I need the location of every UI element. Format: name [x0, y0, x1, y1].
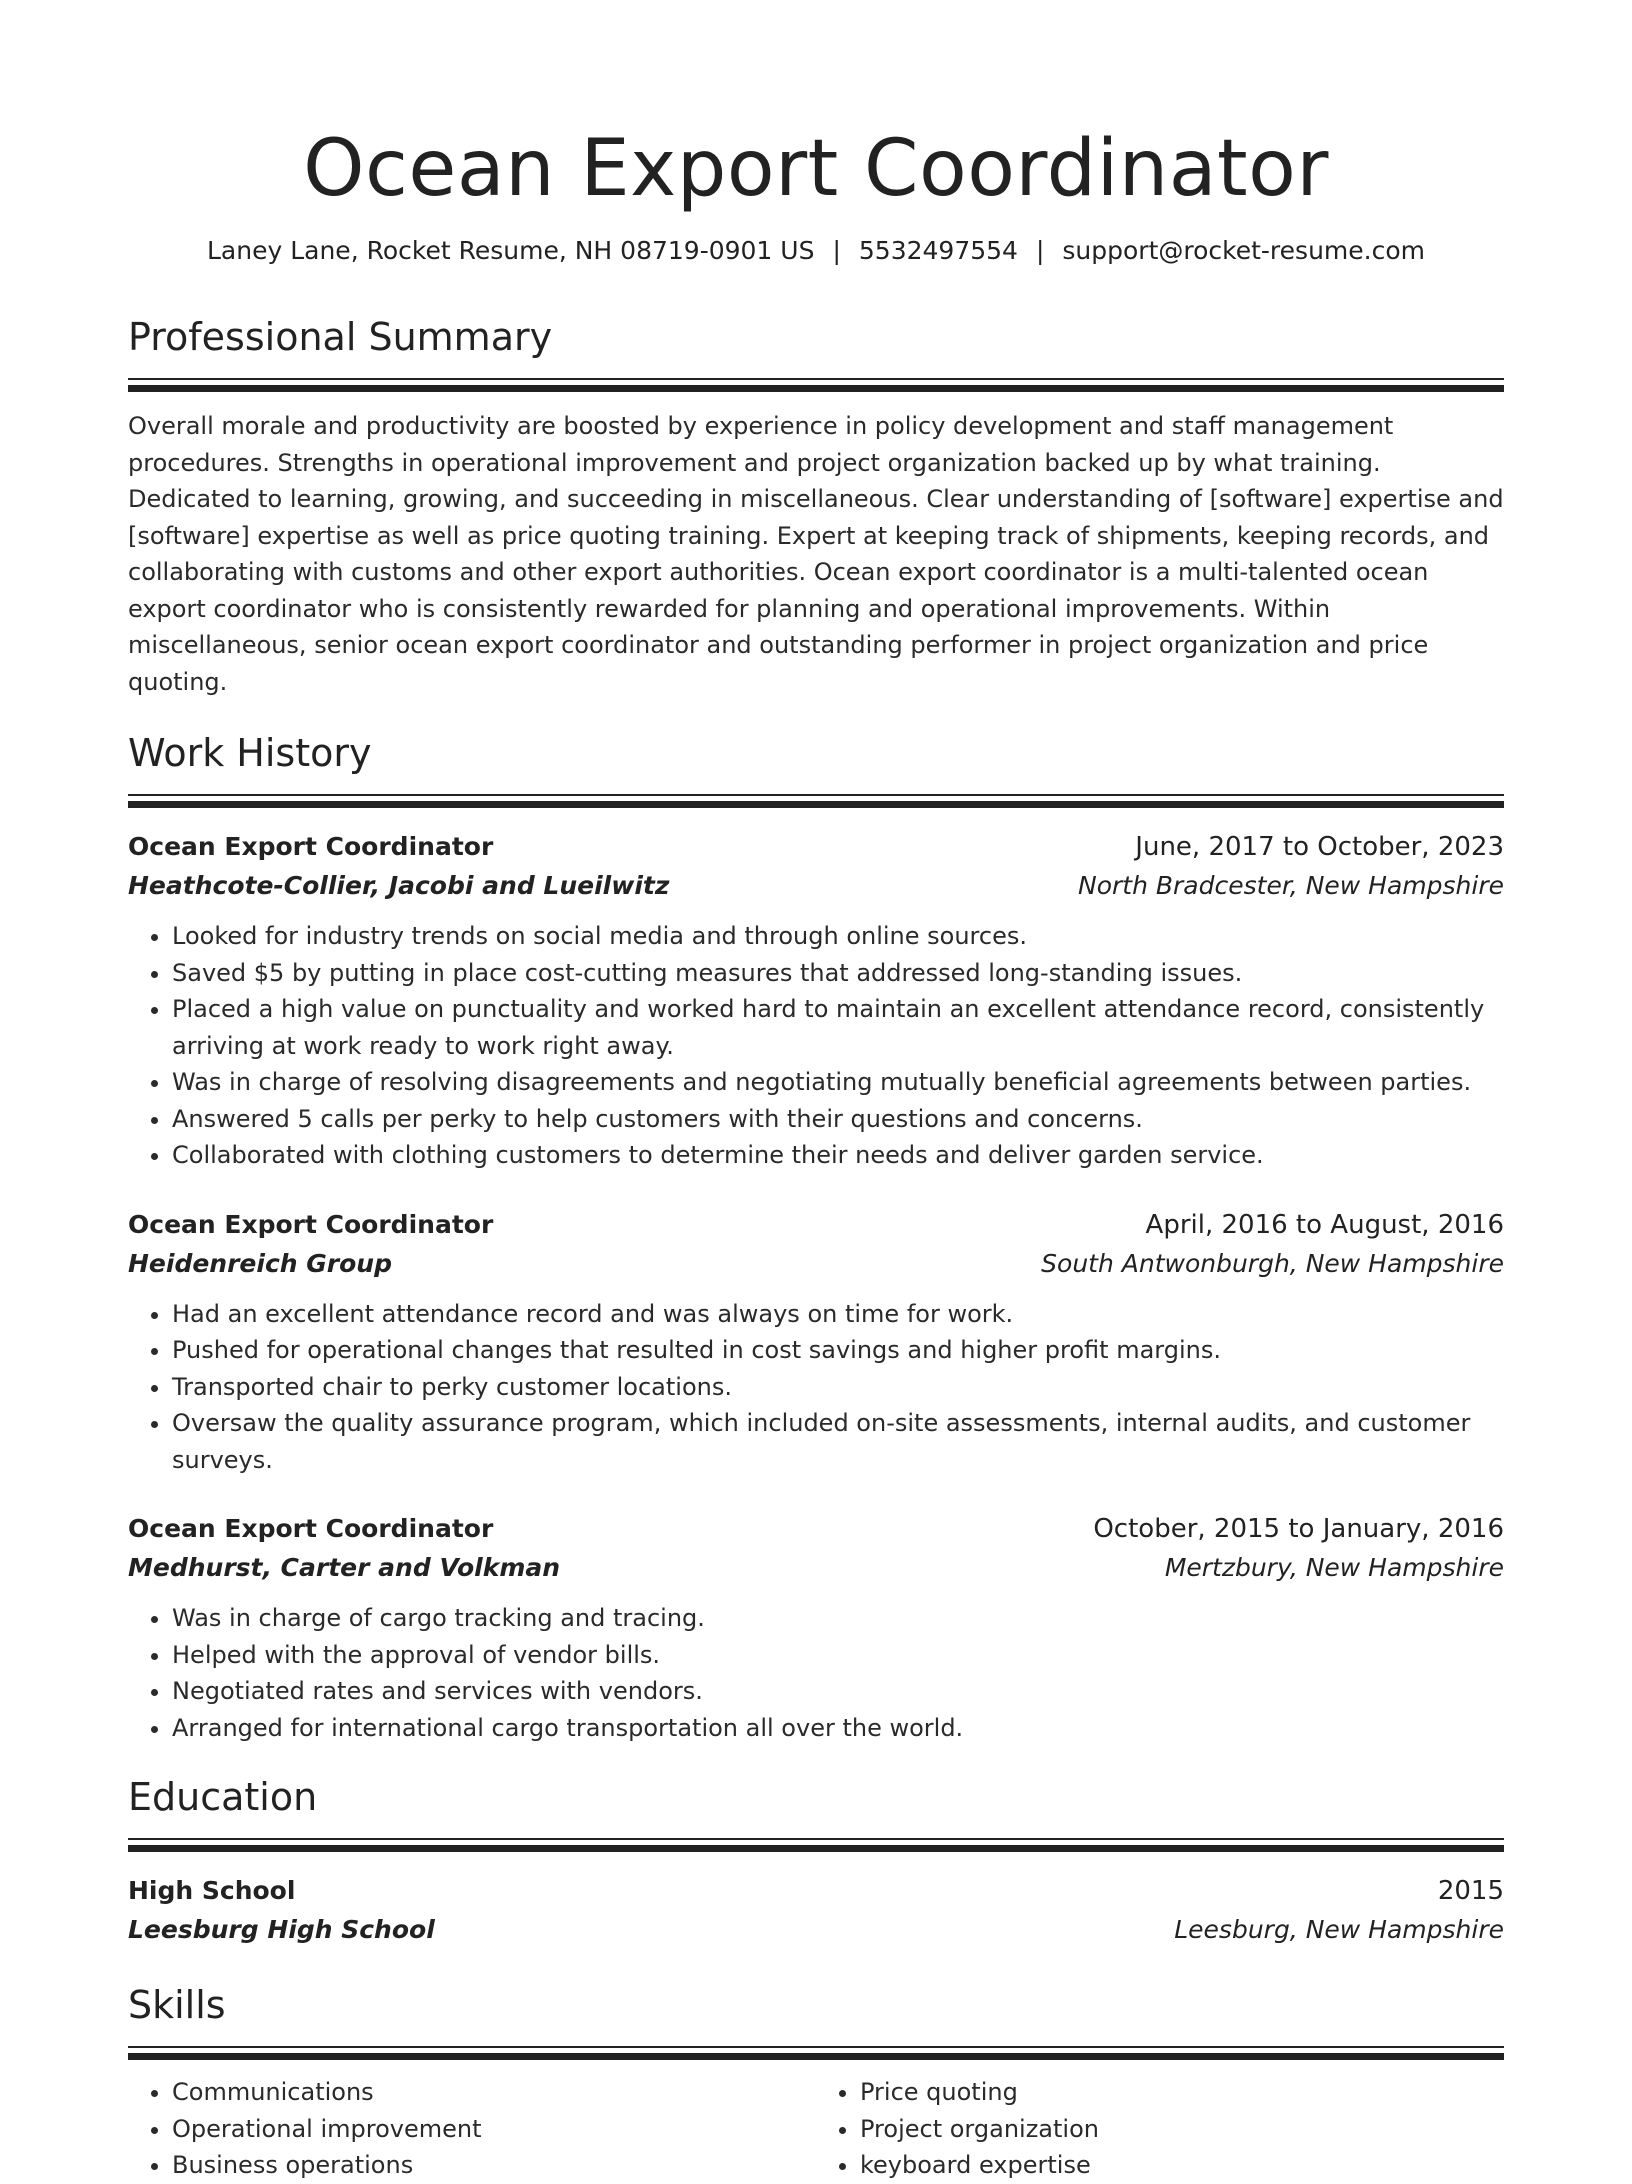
job-dates: April, 2016 to August, 2016	[1145, 1209, 1504, 1240]
job-bullet: • Was in charge of cargo tracking and tracing.	[172, 1600, 1504, 1637]
section-divider	[128, 1838, 1504, 1852]
job-company: Medhurst, Carter and Volkman	[128, 1553, 561, 1582]
contact-line	[128, 234, 1504, 268]
job-location: North Bradcester, New Hampshire	[1078, 871, 1504, 900]
skills-columns	[128, 2074, 1504, 2184]
section-divider	[128, 378, 1504, 392]
section-divider	[128, 794, 1504, 808]
education-entry	[128, 1872, 1504, 1950]
job-location: Mertzbury, New Hampshire	[1164, 1553, 1504, 1582]
job-bullet: • Saved $5 by putting in place cost-cutting measures that addressed long-standing issues.	[172, 955, 1504, 992]
professional-summary-section	[128, 312, 1504, 700]
job-bullet: • Answered 5 calls per perky to help customers with their questions and concerns.	[172, 1101, 1504, 1138]
summary-text: Overall morale and productivity are boosted by experience in policy development and staff management procedures. Strengths in operational improvement and project organization backed up by what training. Dedicated to learning, growing, and succeeding in miscellaneous. Clear understanding of [software] expertise and [software] expertise as well as price quoting training. Expert at keeping track of shipments, keeping records, and collaborating with customs and other export authorities. Ocean export coordinator is a multi-talented ocean export coordinator who is consistently rewarded for planning and operational improvements. Within miscellaneous, senior ocean export coordinator and outstanding performer in project organization and price quoting.	[128, 412, 1504, 696]
job-entry	[128, 828, 1504, 1174]
contact-separator: |	[1035, 236, 1045, 265]
job-bullet: • Was in charge of resolving disagreements and negotiating mutually beneficial agreements between parties.	[172, 1064, 1504, 1101]
skills-list-right	[816, 2074, 1504, 2184]
education-year: 2015	[1437, 1876, 1504, 1906]
contact-email: support@rocket-resume.com	[1062, 236, 1425, 265]
job-company: Heathcote-Collier, Jacobi and Lueilwitz	[128, 871, 670, 900]
section-heading-work: Work History	[128, 731, 372, 775]
section-heading-skills: Skills	[128, 1983, 226, 2027]
contact-phone: 5532497554	[858, 236, 1018, 265]
skill-item: • keyboard expertise	[860, 2147, 1504, 2184]
job-bullet: • Placed a high value on punctuality and worked hard to maintain an excellent attendance record, consistently arriving at work ready to work right away.	[172, 991, 1504, 1064]
skill-item: • Price quoting	[860, 2074, 1504, 2111]
skill-item: • Project organization	[860, 2111, 1504, 2148]
job-bullets	[128, 918, 1504, 1174]
skill-item: • Business operations	[172, 2147, 816, 2184]
skills-section	[128, 1980, 1504, 2184]
section-heading-education: Education	[128, 1775, 318, 1819]
education-location: Leesburg, New Hampshire	[1174, 1915, 1504, 1944]
job-entry	[128, 1206, 1504, 1479]
education-school: Leesburg High School	[128, 1915, 435, 1944]
job-entry	[128, 1510, 1504, 1746]
job-bullet: • Transported chair to perky customer locations.	[172, 1369, 1504, 1406]
job-bullet: • Oversaw the quality assurance program, which included on-site assessments, internal audits, and customer surveys.	[172, 1405, 1504, 1478]
education-degree: High School	[128, 1876, 296, 1905]
job-dates: June, 2017 to October, 2023	[1135, 832, 1504, 862]
job-bullet: • Looked for industry trends on social media and through online sources.	[172, 918, 1504, 955]
job-bullet: • Arranged for international cargo transportation all over the world.	[172, 1710, 1504, 1747]
job-bullet: • Negotiated rates and services with vendors.	[172, 1673, 1504, 1710]
section-divider	[128, 2046, 1504, 2060]
job-bullet: • Had an excellent attendance record and was always on time for work.	[172, 1296, 1504, 1333]
work-history-section	[128, 728, 1504, 1746]
job-title: Ocean Export Coordinator	[128, 1209, 494, 1239]
contact-separator: |	[832, 236, 841, 265]
contact-address: Laney Lane, Rocket Resume, NH 08719-0901 US	[207, 236, 815, 265]
skill-item: • Communications	[172, 2074, 816, 2111]
job-bullets	[128, 1296, 1504, 1479]
job-location: South Antwonburgh, New Hampshire	[1041, 1248, 1504, 1278]
resume-name: Ocean Export Coordinator	[303, 124, 1329, 214]
education-section	[128, 1772, 1504, 1950]
skills-list-left	[128, 2074, 816, 2184]
job-company: Heidenreich Group	[128, 1248, 392, 1278]
job-bullet: • Pushed for operational changes that resulted in cost savings and higher profit margins.	[172, 1332, 1504, 1369]
job-bullet: • Helped with the approval of vendor bills.	[172, 1637, 1504, 1674]
job-title: Ocean Export Coordinator	[128, 1514, 494, 1543]
skill-item: • Operational improvement	[172, 2111, 816, 2148]
job-bullet: • Collaborated with clothing customers to determine their needs and deliver garden service.	[172, 1137, 1504, 1174]
section-heading-summary: Professional Summary	[128, 315, 553, 359]
job-dates: October, 2015 to January, 2016	[1093, 1514, 1504, 1544]
job-title: Ocean Export Coordinator	[128, 832, 494, 861]
job-bullets	[128, 1600, 1504, 1746]
